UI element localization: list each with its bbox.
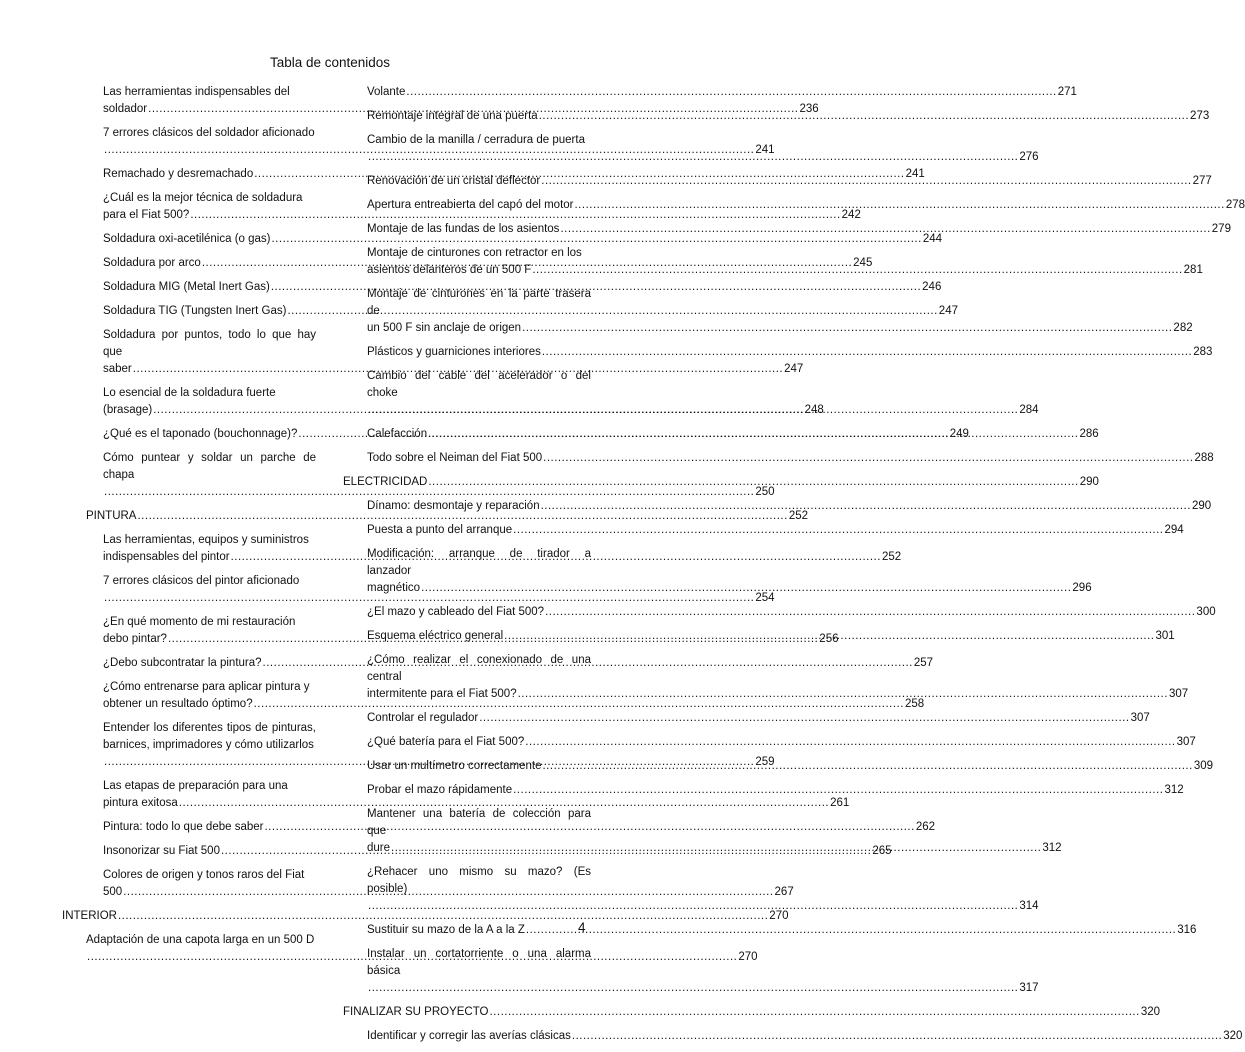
toc-entry-title-end: Plásticos y guarniciones interiores	[367, 346, 541, 358]
toc-entry-title-end: asientos delanteros de un 500 F	[367, 264, 532, 276]
toc-entry-title: Las herramientas indispensables del	[103, 86, 290, 98]
dot-leader	[522, 320, 1172, 337]
toc-entry[interactable]	[62, 231, 943, 248]
toc-entry-title-end: Calefacción	[367, 428, 428, 440]
toc-entry-title-end: debo pintar?	[103, 633, 167, 645]
toc-entry-leader-line	[367, 498, 1212, 515]
toc-page-number: 244	[922, 233, 943, 245]
toc-entry-leader-line	[367, 710, 1150, 727]
toc-entry-title-end: Soldadura oxi-acetilénica (o gas)	[103, 233, 271, 245]
toc-entry-title-end: (brasage)	[103, 404, 153, 416]
toc-entry-title: Montaje de cinturones con retractor en los	[367, 247, 582, 259]
toc-entry-title-end: Identificar y corregir las averías clásicas	[367, 1030, 571, 1042]
toc-entry-title-end: un 500 F sin anclaje de origen	[367, 322, 522, 334]
toc-entry-leader-line	[367, 782, 1184, 799]
toc-entry-leader-line	[103, 402, 824, 419]
toc-entry-leader-line	[103, 142, 775, 159]
toc-entry-title-end: soldador	[103, 103, 148, 115]
toc-entry-leader-line	[367, 580, 1092, 597]
dot-leader	[421, 580, 1071, 597]
dot-leader	[518, 686, 1168, 703]
toc-entry[interactable]	[62, 279, 942, 296]
toc-entry-title-end: Insonorizar su Fiat 500	[103, 845, 220, 857]
dot-leader	[368, 149, 1018, 166]
toc-page-number: 312	[1164, 784, 1184, 796]
toc-page-number: 277	[1192, 175, 1212, 187]
toc-page-number: 257	[913, 657, 934, 669]
toc-entry-title: Entender los diferentes tipos de pinturas, barnices, imprimadores y cómo utilizarlos	[103, 722, 316, 751]
toc-entry-title-end: obtener un resultado óptimo?	[103, 698, 253, 710]
toc-page-number: 248	[804, 404, 824, 416]
toc-page-number: 294	[1164, 524, 1184, 536]
toc-page-number: 261	[830, 797, 850, 809]
toc-page-number: 288	[1194, 452, 1214, 464]
toc-entry-title: 7 errores clásicos del pintor aficionado	[103, 575, 300, 587]
toc-entry-title-end: Soldadura por arco	[103, 257, 201, 269]
toc-entry-leader-line	[103, 484, 775, 501]
toc-entry-title-end: Controlar el regulador	[367, 712, 479, 724]
toc-entry[interactable]	[343, 604, 1216, 621]
toc-page-number: 249	[949, 428, 969, 440]
toc-page-number: 301	[1155, 630, 1175, 642]
toc-page-number: 242	[841, 209, 861, 221]
dot-leader	[541, 173, 1191, 190]
toc-entry-title: Cambio del cable del acelerador o del choke	[367, 370, 591, 399]
toc-entry-title-end: pintura exitosa	[103, 797, 178, 809]
page-number: 4	[578, 920, 586, 935]
toc-entry-title-end: 500	[103, 886, 123, 898]
toc-entry-leader-line	[367, 686, 1189, 703]
toc-page-number: 309	[1193, 760, 1214, 772]
dot-leader	[542, 344, 1192, 361]
toc-entry-title: Cambio de la manilla / cerradura de puerta	[367, 134, 585, 146]
dot-leader	[541, 498, 1191, 515]
toc-entry-title-end: saber	[103, 363, 132, 375]
dot-leader	[406, 84, 1056, 101]
toc-entry-title-end: intermitente para el Fiat 500?	[367, 688, 517, 700]
toc-entry-leader-line	[343, 1004, 1161, 1021]
toc-page-number: 320	[1223, 1030, 1243, 1042]
toc-page-number: 300	[1196, 606, 1216, 618]
toc-page-number: 247	[938, 305, 958, 317]
toc-entry-leader-line	[367, 450, 1214, 467]
toc-entry-title: Instalar un cortatorriente o una alarma básica	[367, 948, 591, 977]
toc-entry-title-end: Esquema eléctrico general	[367, 630, 504, 642]
dot-leader	[532, 262, 1182, 279]
toc-entry-leader-line	[103, 795, 850, 812]
toc-entry-title-end: Renovación de un cristal deflector	[367, 175, 541, 187]
toc-entry-title: Montaje de cinturones en la parte trasera de	[367, 288, 591, 317]
toc-entry-leader-line	[367, 221, 1231, 238]
toc-entry-leader-line	[62, 908, 789, 925]
toc-entry-leader-line	[367, 980, 1039, 997]
toc-entry-title: Mantener una batería de colección para que	[367, 808, 591, 837]
toc-entry-leader-line	[103, 884, 794, 901]
toc-page-number: 252	[881, 551, 902, 563]
toc-entry-title-end: Puesta a punto del arranque	[367, 524, 513, 536]
toc-page-number: 270	[738, 951, 758, 963]
toc-page-number: 259	[755, 756, 775, 768]
dot-leader	[479, 710, 1129, 727]
toc-entry-title-end: Sustituir su mazo de la A a la Z	[367, 924, 525, 936]
toc-entry[interactable]	[343, 734, 1196, 751]
toc-entry-title: ¿Cuál es la mejor técnica de soldadura	[103, 192, 303, 204]
toc-page-number: 281	[1183, 264, 1203, 276]
toc-entry[interactable]	[62, 908, 789, 925]
dot-leader	[428, 474, 1078, 491]
toc-entry-title-end: PINTURA	[86, 510, 137, 522]
toc-page-number: 258	[904, 698, 925, 710]
toc-entry-title: Soldadura por puntos, todo lo que hay que	[103, 329, 316, 358]
toc-page-number: 284	[1019, 404, 1039, 416]
toc-entry-title-end: Remontaje integral de una puerta	[367, 110, 538, 122]
toc-entry-title: ¿En qué momento de mi restauración	[103, 616, 296, 628]
toc-entry[interactable]	[343, 221, 1231, 238]
toc-entry-title-end: Usar un multímetro correctamente	[367, 760, 542, 772]
toc-entry-title: Las herramientas, equipos y suministros	[103, 534, 309, 546]
toc-entry-leader-line	[367, 922, 1197, 939]
toc-entry-leader-line	[367, 604, 1216, 621]
toc-entry-title: 7 errores clásicos del soldador aficionado	[103, 127, 315, 139]
toc-page-number: 252	[788, 510, 809, 522]
toc-entry[interactable]	[62, 508, 809, 525]
toc-entry-leader-line	[367, 734, 1196, 751]
toc-page-number: 245	[853, 257, 873, 269]
toc-entry-title-end: Todo sobre el Neiman del Fiat 500	[367, 452, 543, 464]
toc-entry-title-end: magnético	[367, 582, 421, 594]
toc-page-number: 241	[755, 144, 775, 156]
toc-page-number: 247	[784, 363, 804, 375]
toc-entry[interactable]	[343, 782, 1184, 799]
dot-leader	[368, 898, 1018, 915]
toc-entry-title-end: para el Fiat 500?	[103, 209, 190, 221]
toc-entry-title: ¿Cómo entrenarse para aplicar pintura y	[103, 681, 310, 693]
dot-leader	[545, 604, 1195, 621]
toc-page-number: 271	[1057, 86, 1077, 98]
dot-leader	[560, 221, 1210, 238]
toc-entry-leader-line	[367, 898, 1039, 915]
toc-entry[interactable]	[62, 385, 824, 419]
toc-entry-leader-line	[103, 361, 804, 378]
toc-entry-title-end: Soldadura MIG (Metal Inert Gas)	[103, 281, 270, 293]
toc-page-number: 265	[872, 845, 892, 857]
toc-entry-leader-line	[343, 474, 1099, 491]
toc-entry-title-end: Probar el mazo rápidamente	[367, 784, 513, 796]
toc-entry[interactable]	[343, 710, 1150, 727]
toc-entry-title-end: Montaje de las fundas de los asientos	[367, 223, 560, 235]
toc-entry-leader-line	[367, 197, 1245, 214]
toc-entry-leader-line	[103, 696, 925, 713]
toc-entry-leader-line	[103, 279, 942, 296]
toc-entry-title-end: ¿Qué batería para el Fiat 500?	[367, 736, 525, 748]
toc-entry-leader-line	[103, 590, 775, 607]
toc-entry[interactable]	[343, 344, 1213, 361]
toc-entry-leader-line	[367, 522, 1184, 539]
toc-page-number: 283	[1193, 346, 1213, 358]
toc-entry[interactable]	[343, 522, 1184, 539]
dot-leader	[513, 782, 1163, 799]
page-title: Tabla de contenidos	[269, 55, 391, 70]
toc-entry-title: Cómo puntear y soldar un parche de chapa	[103, 452, 316, 481]
dot-leader	[391, 840, 1041, 857]
toc-entry-title: Adaptación de una capota larga en un 500 D	[86, 934, 315, 946]
toc-entry-title-end: Volante	[367, 86, 406, 98]
dot-leader	[368, 980, 1018, 997]
toc-page-number: 254	[755, 592, 775, 604]
toc-page-number: 256	[819, 633, 839, 645]
toc-entry-title-end: Apertura entreabierta del capó del motor	[367, 199, 574, 211]
toc-entry-title-end: Soldadura TIG (Tungsten Inert Gas)	[103, 305, 287, 317]
toc-entry[interactable]	[343, 498, 1212, 515]
toc-entry-title: Las etapas de preparación para una	[103, 780, 288, 792]
toc-page-number: 250	[755, 486, 775, 498]
dot-leader	[428, 426, 1078, 443]
toc-page-number: 279	[1211, 223, 1231, 235]
toc-entry-title-end: ¿El mazo y cableado del Fiat 500?	[367, 606, 545, 618]
toc-entry-leader-line	[367, 1028, 1243, 1045]
toc-page-number: 286	[1079, 428, 1099, 440]
dot-leader	[543, 450, 1193, 467]
toc-page-number: 314	[1019, 900, 1039, 912]
toc-entry[interactable]	[343, 474, 1099, 491]
toc-page-number: 241	[905, 168, 925, 180]
dot-leader	[489, 1004, 1139, 1021]
toc-entry-leader-line	[367, 320, 1193, 337]
toc-entry-leader-line	[86, 508, 809, 525]
toc-entry-title: ¿Cómo realizar el conexionado de una central	[367, 654, 591, 683]
toc-entry-leader-line	[367, 84, 1077, 101]
toc-page-number: 317	[1019, 982, 1039, 994]
toc-page-number: 312	[1042, 842, 1062, 854]
dot-leader	[539, 108, 1189, 125]
toc-page-number: 246	[922, 281, 942, 293]
dot-leader	[572, 1028, 1222, 1045]
toc-entry-leader-line	[103, 207, 861, 224]
toc-entry-leader-line	[103, 231, 943, 248]
toc-page-number: 276	[1019, 151, 1039, 163]
dot-leader	[368, 402, 1018, 419]
toc-entry-title-end: indispensables del pintor	[103, 551, 230, 563]
toc-entry-leader-line	[103, 303, 958, 320]
toc-entry[interactable]	[343, 450, 1214, 467]
toc-page-number: 290	[1191, 500, 1212, 512]
toc-page-number: 320	[1140, 1006, 1161, 1018]
toc-page-number: 278	[1225, 199, 1245, 211]
toc-page-number: 270	[769, 910, 789, 922]
toc-page-number: 236	[799, 103, 819, 115]
toc-page-number: 262	[915, 821, 936, 833]
toc-entry-title: Lo esencial de la soldadura fuerte	[103, 387, 276, 399]
toc-page-number: 267	[774, 886, 794, 898]
toc-entry-title-end: Remachado y desremachado	[103, 168, 254, 180]
toc-page-number: 307	[1130, 712, 1150, 724]
toc-page-number: 273	[1190, 110, 1210, 122]
toc-entry-title-end: Pintura: todo lo que debe saber	[103, 821, 264, 833]
toc-entry-title-end: FINALIZAR SU PROYECTO	[343, 1006, 489, 1018]
toc-entry-title-end: Dínamo: desmontaje y reparación	[367, 500, 540, 512]
dot-leader	[504, 628, 1154, 645]
toc-page-number: 307	[1176, 736, 1196, 748]
toc-entry-title: Modificación: arranque de tirador a lanzador	[367, 548, 591, 577]
dot-leader	[526, 922, 1176, 939]
toc-entry-title-end: ¿Qué es el taponado (bouchonnage)?	[103, 428, 298, 440]
toc-page-number: 307	[1168, 688, 1189, 700]
dot-leader	[513, 522, 1163, 539]
toc-entry[interactable]	[343, 922, 1197, 939]
toc-entry[interactable]	[343, 1004, 1161, 1021]
toc-page-number: 282	[1173, 322, 1193, 334]
toc-entry[interactable]	[343, 197, 1245, 214]
toc-entry-title-end: ELECTRICIDAD	[343, 476, 428, 488]
dot-leader	[542, 758, 1192, 775]
toc-entry-title: Colores de origen y tonos raros del Fiat	[103, 869, 305, 881]
dot-leader	[525, 734, 1175, 751]
toc-entry-title-end: ¿Debo subcontratar la pintura?	[103, 657, 262, 669]
toc-entry-title: ¿Rehacer uno mismo su mazo? (Es posible)	[367, 866, 591, 895]
toc-entry-title-end: INTERIOR	[62, 910, 117, 922]
toc-page-number: 296	[1072, 582, 1092, 594]
toc-entry[interactable]	[62, 303, 958, 320]
toc-entry[interactable]	[343, 84, 1077, 101]
toc-entry-title-end: dure	[367, 842, 391, 854]
dot-leader	[574, 197, 1224, 214]
toc-entry[interactable]	[343, 1028, 1243, 1045]
toc-entry-leader-line	[367, 344, 1213, 361]
toc-page-number: 290	[1079, 476, 1099, 488]
toc-page-number: 316	[1177, 924, 1197, 936]
